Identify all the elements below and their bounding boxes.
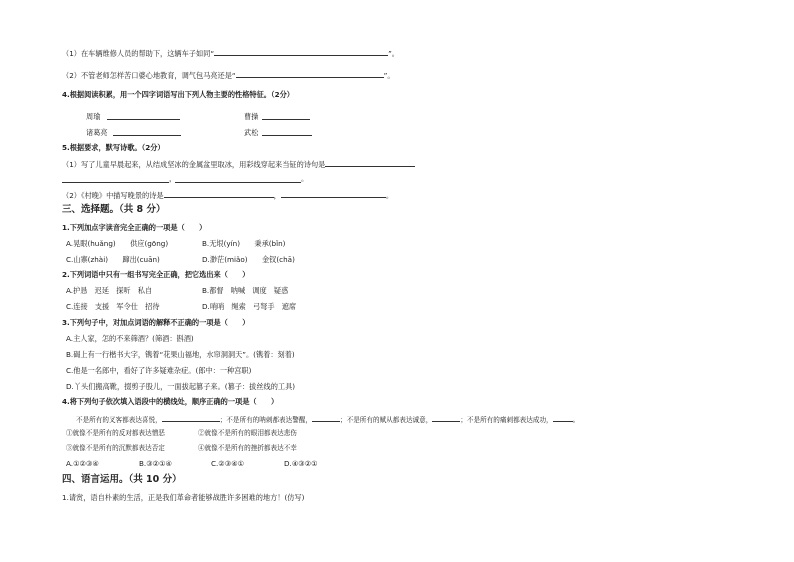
s3-q4-item-3: ③就像不是所有的沉默都表达否定 xyxy=(66,444,165,452)
s3-q3-opt-c[interactable]: C.他是一名郎中，看好了许多疑难杂症。(郎中：一种宫职) xyxy=(66,366,252,375)
q5-line3-sep2: 。 xyxy=(385,191,394,200)
reading-q2-end: ”。 xyxy=(383,71,395,80)
s3-q1-opt-d[interactable]: D.渺茫(miǎo) 金钗(chā) xyxy=(202,255,295,264)
answer-blank[interactable] xyxy=(312,413,340,422)
s3-q2-opt-a[interactable]: A.护恳 迟延 探听 私自 xyxy=(66,286,153,295)
answer-blank[interactable] xyxy=(175,182,301,183)
answer-blank[interactable] xyxy=(214,47,388,56)
answer-blank[interactable] xyxy=(262,119,310,120)
s3-q3-opt-a[interactable]: A.主人家，怎的不来筛酒？(筛酒：斟酒) xyxy=(66,334,194,343)
s3-q1-stem: 1.下列加点字读音完全正确的一项是（ ） xyxy=(62,223,207,232)
section-3-title: 三、选择题。（共 8 分） xyxy=(62,204,166,215)
passage-part-1: 不是所有的叉客都表达喜悦， xyxy=(76,416,162,424)
answer-blank[interactable] xyxy=(262,135,312,136)
q5-line1-text: （1）写了儿童早晨起来，从结成坚冰的金属盆里取冰，用彩线穿起来当钲的诗句是 xyxy=(62,160,326,169)
q4-name-4: 武松 xyxy=(244,128,259,137)
q4-name-3: 诸葛亮 xyxy=(86,128,108,137)
s3-q4-item-1: ①就像不是所有的反对都表达憎恶 xyxy=(66,429,165,437)
answer-blank[interactable] xyxy=(107,119,180,120)
s3-q4-item-2: ②就像不是所有的眼泪都表达悲伤 xyxy=(198,429,297,437)
answer-blank[interactable] xyxy=(62,182,169,183)
section-4-title: 四、语言运用。（共 10 分） xyxy=(62,474,182,485)
q5-line1 xyxy=(62,158,415,169)
s3-q1-opt-b[interactable]: B.无垠(yín) 秉承(bǐn) xyxy=(202,239,286,248)
passage-part-4: ；不是所有的痛刺都表达成功， xyxy=(460,416,553,424)
s3-q4-item-4: ④就像不是所有的挫折都表达不幸 xyxy=(198,444,297,452)
s3-q4-opt-b[interactable]: B.③②①④ xyxy=(139,459,172,468)
s3-q3-opt-d[interactable]: D.丫头们搬高靴，掇剪子股儿，一面拔起篡子来。(篡子：拔丝线的工具) xyxy=(66,382,296,391)
answer-blank[interactable] xyxy=(432,413,460,422)
passage-part-5: 。 xyxy=(572,416,580,424)
passage-part-3: ；不是所有的赋从都表达诚意， xyxy=(340,416,433,424)
s3-q4-stem: 4.将下列句子依次填入语段中的横线处，顺序正确的一项是（ ） xyxy=(62,397,279,406)
q4-name-1: 周瑜 xyxy=(86,112,101,121)
q4-title: 4.根据阅读积累，用一个四字词语写出下列人物主要的性格特征。（2分） xyxy=(62,90,294,99)
s3-q1-opt-c[interactable]: C.山寨(zhài) 蹿出(cuān) xyxy=(66,255,160,264)
reading-q2-text: （2）不管老师怎样苦口婆心地教育，调气包马亮还是“ xyxy=(62,71,236,80)
q5-line3-sep1: ， xyxy=(273,191,281,200)
s3-q2-opt-c[interactable]: C.连接 支援 军令仕 招待 xyxy=(66,302,160,311)
s3-q4-opt-c[interactable]: C.②③④① xyxy=(211,459,245,468)
s3-q3-opt-b[interactable]: B.碣上有一行楷书大字，镌着“花果山福地，水帘洞洞天”。(镌着：刻着) xyxy=(66,350,295,359)
reading-q2 xyxy=(62,69,395,80)
answer-blank[interactable] xyxy=(281,189,386,198)
answer-blank[interactable] xyxy=(325,158,415,167)
reading-q1 xyxy=(62,47,399,58)
s3-q4-passage xyxy=(76,413,579,425)
q4-name-2: 曹操 xyxy=(244,112,259,121)
q5-line2-sep1: ， xyxy=(169,174,177,183)
passage-part-2: ；不是所有的呐刺都表达警醒， xyxy=(219,416,313,424)
answer-blank[interactable] xyxy=(164,189,274,198)
answer-blank[interactable] xyxy=(236,69,384,78)
reading-q1-end: ”。 xyxy=(388,49,399,58)
s3-q4-opt-a[interactable]: A.①②③④ xyxy=(66,459,99,468)
q5-title: 5.根据要求，默写诗歌。（2分） xyxy=(62,143,165,152)
q5-line3 xyxy=(62,189,393,200)
s3-q3-stem: 3.下列句子中，对加点词语的解释不正确的一项是（ ） xyxy=(62,318,250,327)
s3-q2-opt-b[interactable]: B.都督 呐喊 调度 疑惑 xyxy=(202,286,289,295)
answer-blank[interactable] xyxy=(162,413,220,422)
reading-q1-text: （1）在车辆维修人员的帮助下，这辆车子如同“ xyxy=(62,49,215,58)
s4-q1: 1.请赏，语自朴素的生活，正是我们革命者能够战胜许多困难的地方！(仿写) xyxy=(62,493,305,502)
answer-blank[interactable] xyxy=(553,413,573,422)
s3-q2-opt-d[interactable]: D.哨哨 绳索 弓弩手 遮席 xyxy=(202,302,297,311)
q5-line3-text: （2）《村晚》中描写晚景的诗是 xyxy=(62,191,164,200)
s3-q1-opt-a[interactable]: A.晃眼(huǎng) 供应(gōng) xyxy=(66,239,169,248)
q5-line2-sep2: 。 xyxy=(301,174,309,183)
s3-q2-stem: 2.下列词语中只有一组书写完全正确，把它选出来（ ） xyxy=(62,270,250,279)
s3-q4-opt-d[interactable]: D.④③②① xyxy=(284,459,318,468)
answer-blank[interactable] xyxy=(113,135,181,136)
